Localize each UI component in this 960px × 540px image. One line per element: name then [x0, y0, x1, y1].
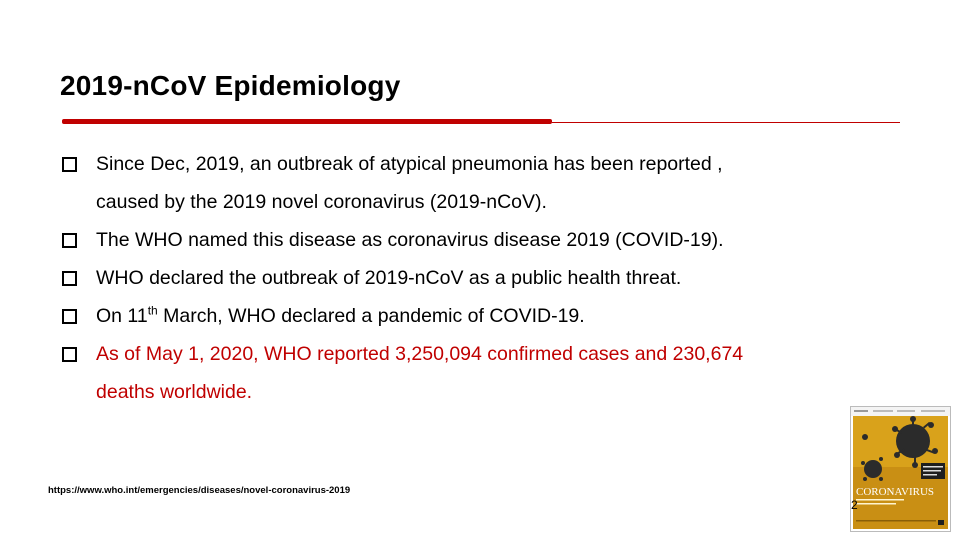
title-underline-thick [62, 119, 552, 124]
page-number: 2 [851, 498, 858, 512]
bullet-text-line: caused by the 2019 novel coronavirus (2019-nCoV). [96, 191, 547, 213]
bullet-list [60, 145, 910, 411]
checkbox-icon [62, 233, 77, 248]
bullet-item-highlight [60, 335, 910, 411]
bullet-text-pre: On 11 [96, 305, 148, 327]
bullet-text-superscript: th [147, 303, 158, 318]
title-underline-thin [552, 122, 900, 123]
checkbox-icon [62, 271, 77, 286]
source-link[interactable]: https://www.who.int/emergencies/diseases/novel-coronavirus-2019 [48, 485, 351, 496]
bullet-item [60, 145, 910, 221]
bullet-text-line: deaths worldwide. [96, 381, 253, 403]
bullet-text-line: WHO declared the outbreak of 2019-nCoV as a public health threat. [96, 267, 682, 289]
bullet-item [60, 259, 910, 297]
bullet-text-line: Since Dec, 2019, an outbreak of atypical pneumonia has been reported , [96, 153, 723, 175]
checkbox-icon [62, 347, 77, 362]
bullet-item [60, 221, 910, 259]
bullet-text-line: As of May 1, 2020, WHO reported 3,250,094 confirmed cases and 230,674 [96, 343, 744, 365]
bullet-item [60, 297, 910, 335]
bullet-text-line: The WHO named this disease as coronavirus disease 2019 (COVID-19). [96, 229, 724, 251]
magazine-cover-image [850, 406, 951, 532]
page-title: 2019-nCoV Epidemiology [60, 70, 401, 101]
checkbox-icon [62, 309, 77, 324]
coronavirus-cover-illustration [851, 407, 950, 531]
cover-headline: CORONAVIRUS [856, 486, 935, 498]
bullet-text-post: March, WHO declared a pandemic of COVID-19. [157, 305, 585, 327]
checkbox-icon [62, 157, 77, 172]
